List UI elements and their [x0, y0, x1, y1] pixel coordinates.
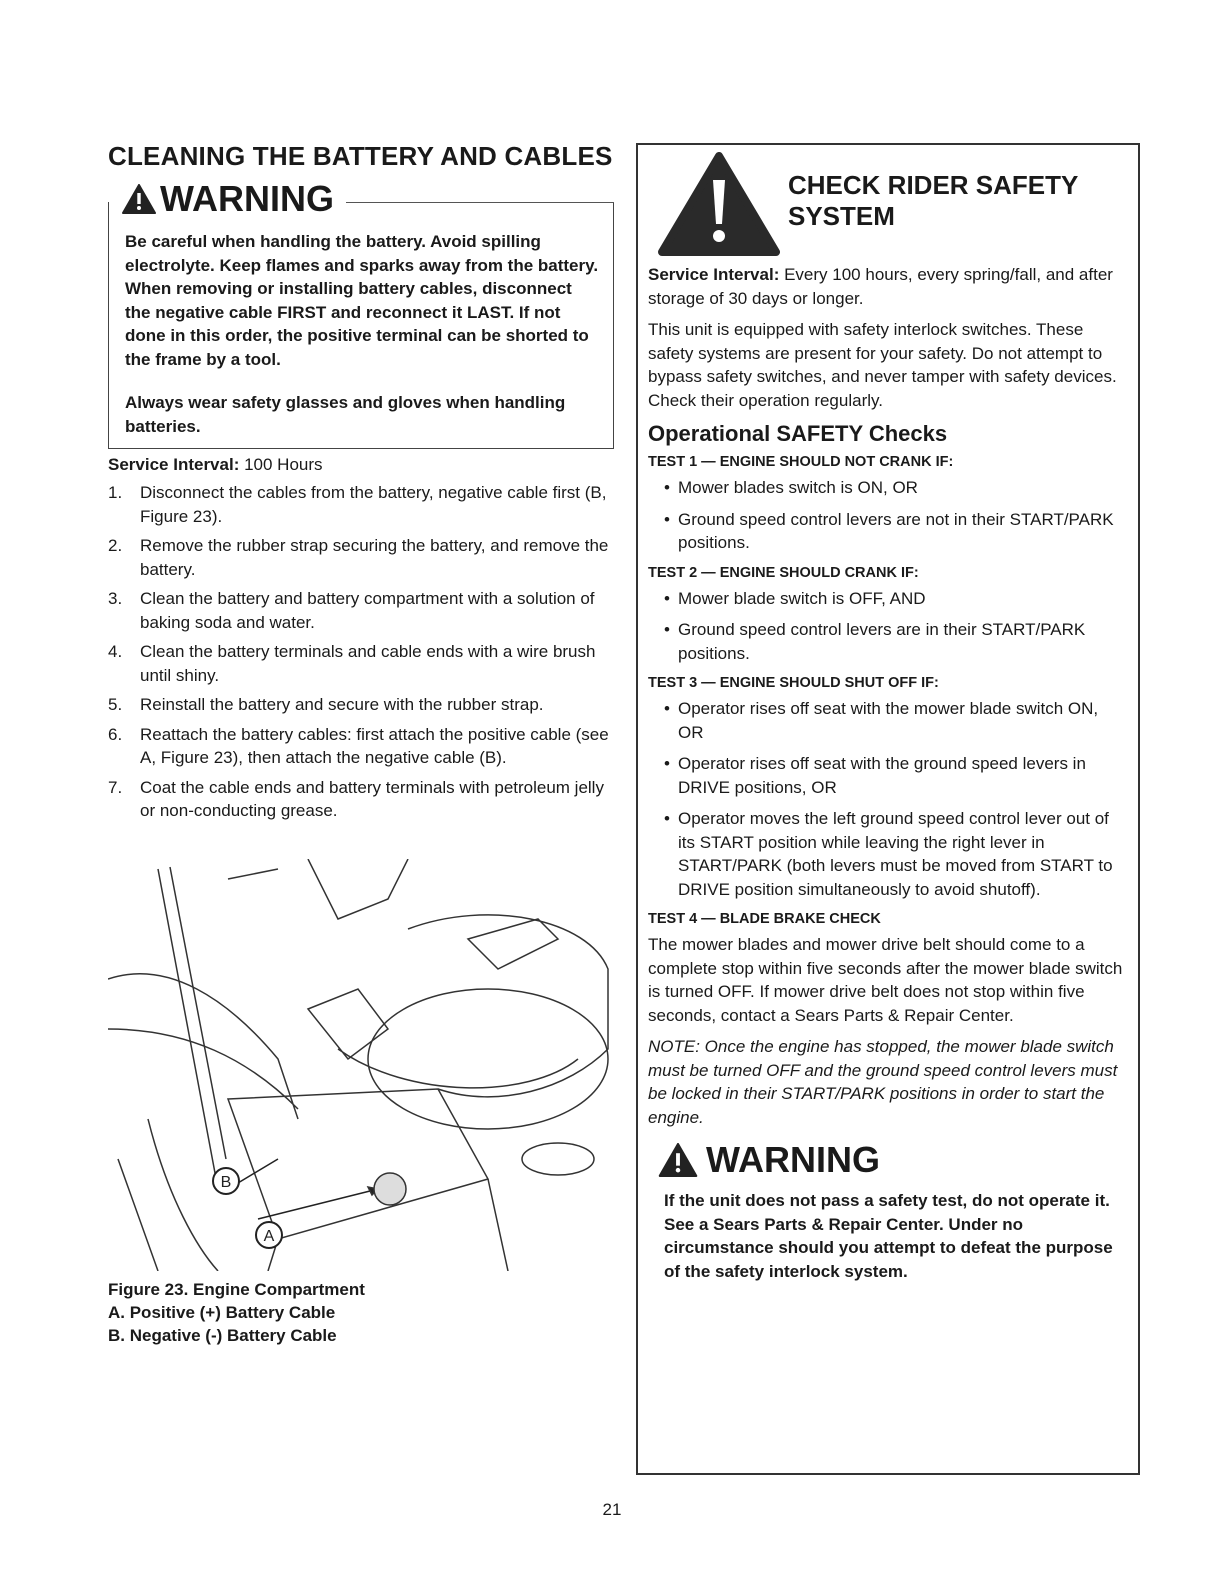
- list-item: [108, 587, 614, 634]
- service-interval-label: Service Interval:: [108, 455, 240, 474]
- service-interval: [648, 263, 1128, 310]
- warning-triangle-icon: [658, 152, 780, 256]
- engine-compartment-figure: [108, 859, 614, 1271]
- test-condition: Mower blade switch is OFF, AND: [678, 588, 926, 608]
- step-number: 3.: [108, 589, 123, 608]
- test-list: [648, 476, 1128, 555]
- warning-text: If the unit does not pass a safety test, do not operate it. See a Sears Parts & Repair Center. Under no circumstance should you attempt to defeat the purpose of the safety interlock system.: [664, 1191, 1113, 1281]
- checks-heading: Operational SAFETY Checks: [648, 421, 948, 446]
- step-text: Reinstall the battery and secure with the rubber strap.: [140, 695, 544, 714]
- test-title: TEST 3 — ENGINE SHOULD SHUT OFF IF:: [648, 675, 939, 691]
- service-interval-value: Every 100 hours, every spring/fall, and after storage of 30 days or longer.: [648, 265, 1113, 308]
- test-list: [648, 587, 1128, 666]
- test-title: TEST 4 — BLADE BRAKE CHECK: [648, 911, 881, 927]
- list-item: [108, 723, 614, 770]
- service-interval: [108, 453, 614, 477]
- service-interval-label: Service Interval:: [648, 265, 780, 284]
- step-number: 4.: [108, 642, 123, 661]
- warning-box: [108, 202, 614, 449]
- section-title: [788, 170, 1078, 232]
- divider: [346, 202, 614, 203]
- warning-text: When removing or installing battery cables, disconnect the negative cable FIRST and reconnect it LAST. If not done in this order, the positive terminal can be shorted to the frame by a tool.: [125, 279, 589, 369]
- warning-header: [648, 1139, 1128, 1181]
- battery-section: [108, 140, 614, 1347]
- warning-triangle-icon: [658, 1143, 698, 1177]
- step-number: 6.: [108, 724, 123, 744]
- list-item: • Operator rises off seat with the mower blade switch ON, OR: [664, 697, 1128, 744]
- list-item: • Mower blades switch is ON, OR: [664, 476, 1128, 500]
- test-condition: Ground speed control levers are not in their START/PARK positions.: [678, 509, 1114, 552]
- callout-a: A: [263, 1227, 275, 1245]
- warning-label: WARNING: [706, 1139, 880, 1180]
- list-item: [108, 534, 614, 581]
- steps-list: [108, 481, 614, 823]
- list-item: • Operator rises off seat with the ground speed levers in DRIVE positions, OR: [664, 752, 1128, 799]
- list-item: • Ground speed control levers are not in their START/PARK positions.: [664, 508, 1128, 555]
- note-text: NOTE: Once the engine has stopped, the mower blade switch must be turned OFF and the ground speed control levers must be locked in their START/PARK positions in order to start the engine.: [648, 1037, 1118, 1127]
- list-item: • Operator moves the left ground speed control lever out of its START position while leaving the right lever in START/PARK (both levers must be moved from START to DRIVE position simultaneously to avoid shutoff).: [664, 807, 1128, 901]
- warning-label: WARNING: [160, 178, 334, 219]
- caption-legend-item: A. Positive (+) Battery Cable: [108, 1302, 336, 1322]
- title-line: SYSTEM: [788, 201, 895, 231]
- step-number: 1.: [108, 483, 123, 502]
- test4-text: The mower blades and mower drive belt should come to a complete stop within five seconds after the mower blade switch is turned OFF. If mower drive belt does not stop within five seconds, contact a Sears Parts & Repair Center.: [648, 935, 1123, 1025]
- warning-header: [108, 176, 614, 222]
- caption-legend-item: B. Negative (-) Battery Cable: [108, 1325, 337, 1345]
- title-line: CHECK RIDER SAFETY: [788, 170, 1079, 200]
- test-condition: Mower blades switch is ON, OR: [678, 478, 918, 497]
- test-title: TEST 2 — ENGINE SHOULD CRANK IF:: [648, 564, 919, 581]
- step-number: 5.: [108, 695, 123, 714]
- list-item: [108, 693, 614, 717]
- list-item: • Ground speed control levers are in their START/PARK positions.: [664, 618, 1128, 665]
- test-condition: Ground speed control levers are in their START/PARK positions.: [678, 620, 1086, 663]
- page-number: 21: [602, 1500, 622, 1519]
- rider-safety-header: [648, 145, 1128, 263]
- intro-text: This unit is equipped with safety interlock switches. These safety systems are present for your safety. Do not attempt to bypass safety switches, and never tamper with safety devices. Check their operation regularly.: [648, 320, 1117, 410]
- list-item: [108, 640, 614, 687]
- step-number: 2.: [108, 536, 123, 555]
- test-condition: Operator rises off seat with the ground speed levers in DRIVE positions, OR: [678, 754, 1086, 797]
- section-title: CLEANING THE BATTERY AND CABLES: [108, 141, 613, 171]
- step-text: Coat the cable ends and battery terminals with petroleum jelly or non-conducting grease.: [140, 777, 604, 820]
- figure-caption: [108, 1278, 614, 1347]
- test-title: TEST 1 — ENGINE SHOULD NOT CRANK IF:: [648, 454, 954, 470]
- warning-triangle-icon: [122, 184, 156, 214]
- test-condition: Operator rises off seat with the mower blade switch ON, OR: [678, 699, 1099, 742]
- step-text: Disconnect the cables from the battery, negative cable first (B, Figure 23).: [140, 483, 607, 526]
- caption-title: Figure 23. Engine Compartment: [108, 1279, 365, 1299]
- step-text: Remove the rubber strap securing the battery, and remove the battery.: [140, 536, 609, 579]
- list-item: [108, 481, 614, 528]
- callout-b: B: [220, 1173, 232, 1191]
- rider-safety-box: [636, 143, 1140, 1475]
- step-text: Clean the battery and battery compartment with a solution of baking soda and water.: [140, 589, 595, 632]
- warning-text: Always wear safety glasses and gloves when handling batteries.: [125, 393, 566, 436]
- test-condition: Operator moves the left ground speed control lever out of its START position while leaving the right lever in START/PARK (both levers must be moved from START to DRIVE position simultaneously to avoid shutoff).: [678, 809, 1113, 899]
- warning-text: Be careful when handling the battery. Avoid spilling electrolyte. Keep flames and sparks away from the battery.: [125, 232, 599, 275]
- test-list: [648, 697, 1128, 901]
- list-item: • Mower blade switch is OFF, AND: [664, 587, 1128, 611]
- step-number: 7.: [108, 777, 123, 797]
- step-text: Reattach the battery cables: first attach the positive cable (see A, Figure 23), then attach the negative cable (B).: [140, 724, 609, 767]
- service-interval-value: 100 Hours: [244, 455, 323, 474]
- list-item: [108, 776, 614, 823]
- step-text: Clean the battery terminals and cable ends with a wire brush until shiny.: [140, 642, 596, 685]
